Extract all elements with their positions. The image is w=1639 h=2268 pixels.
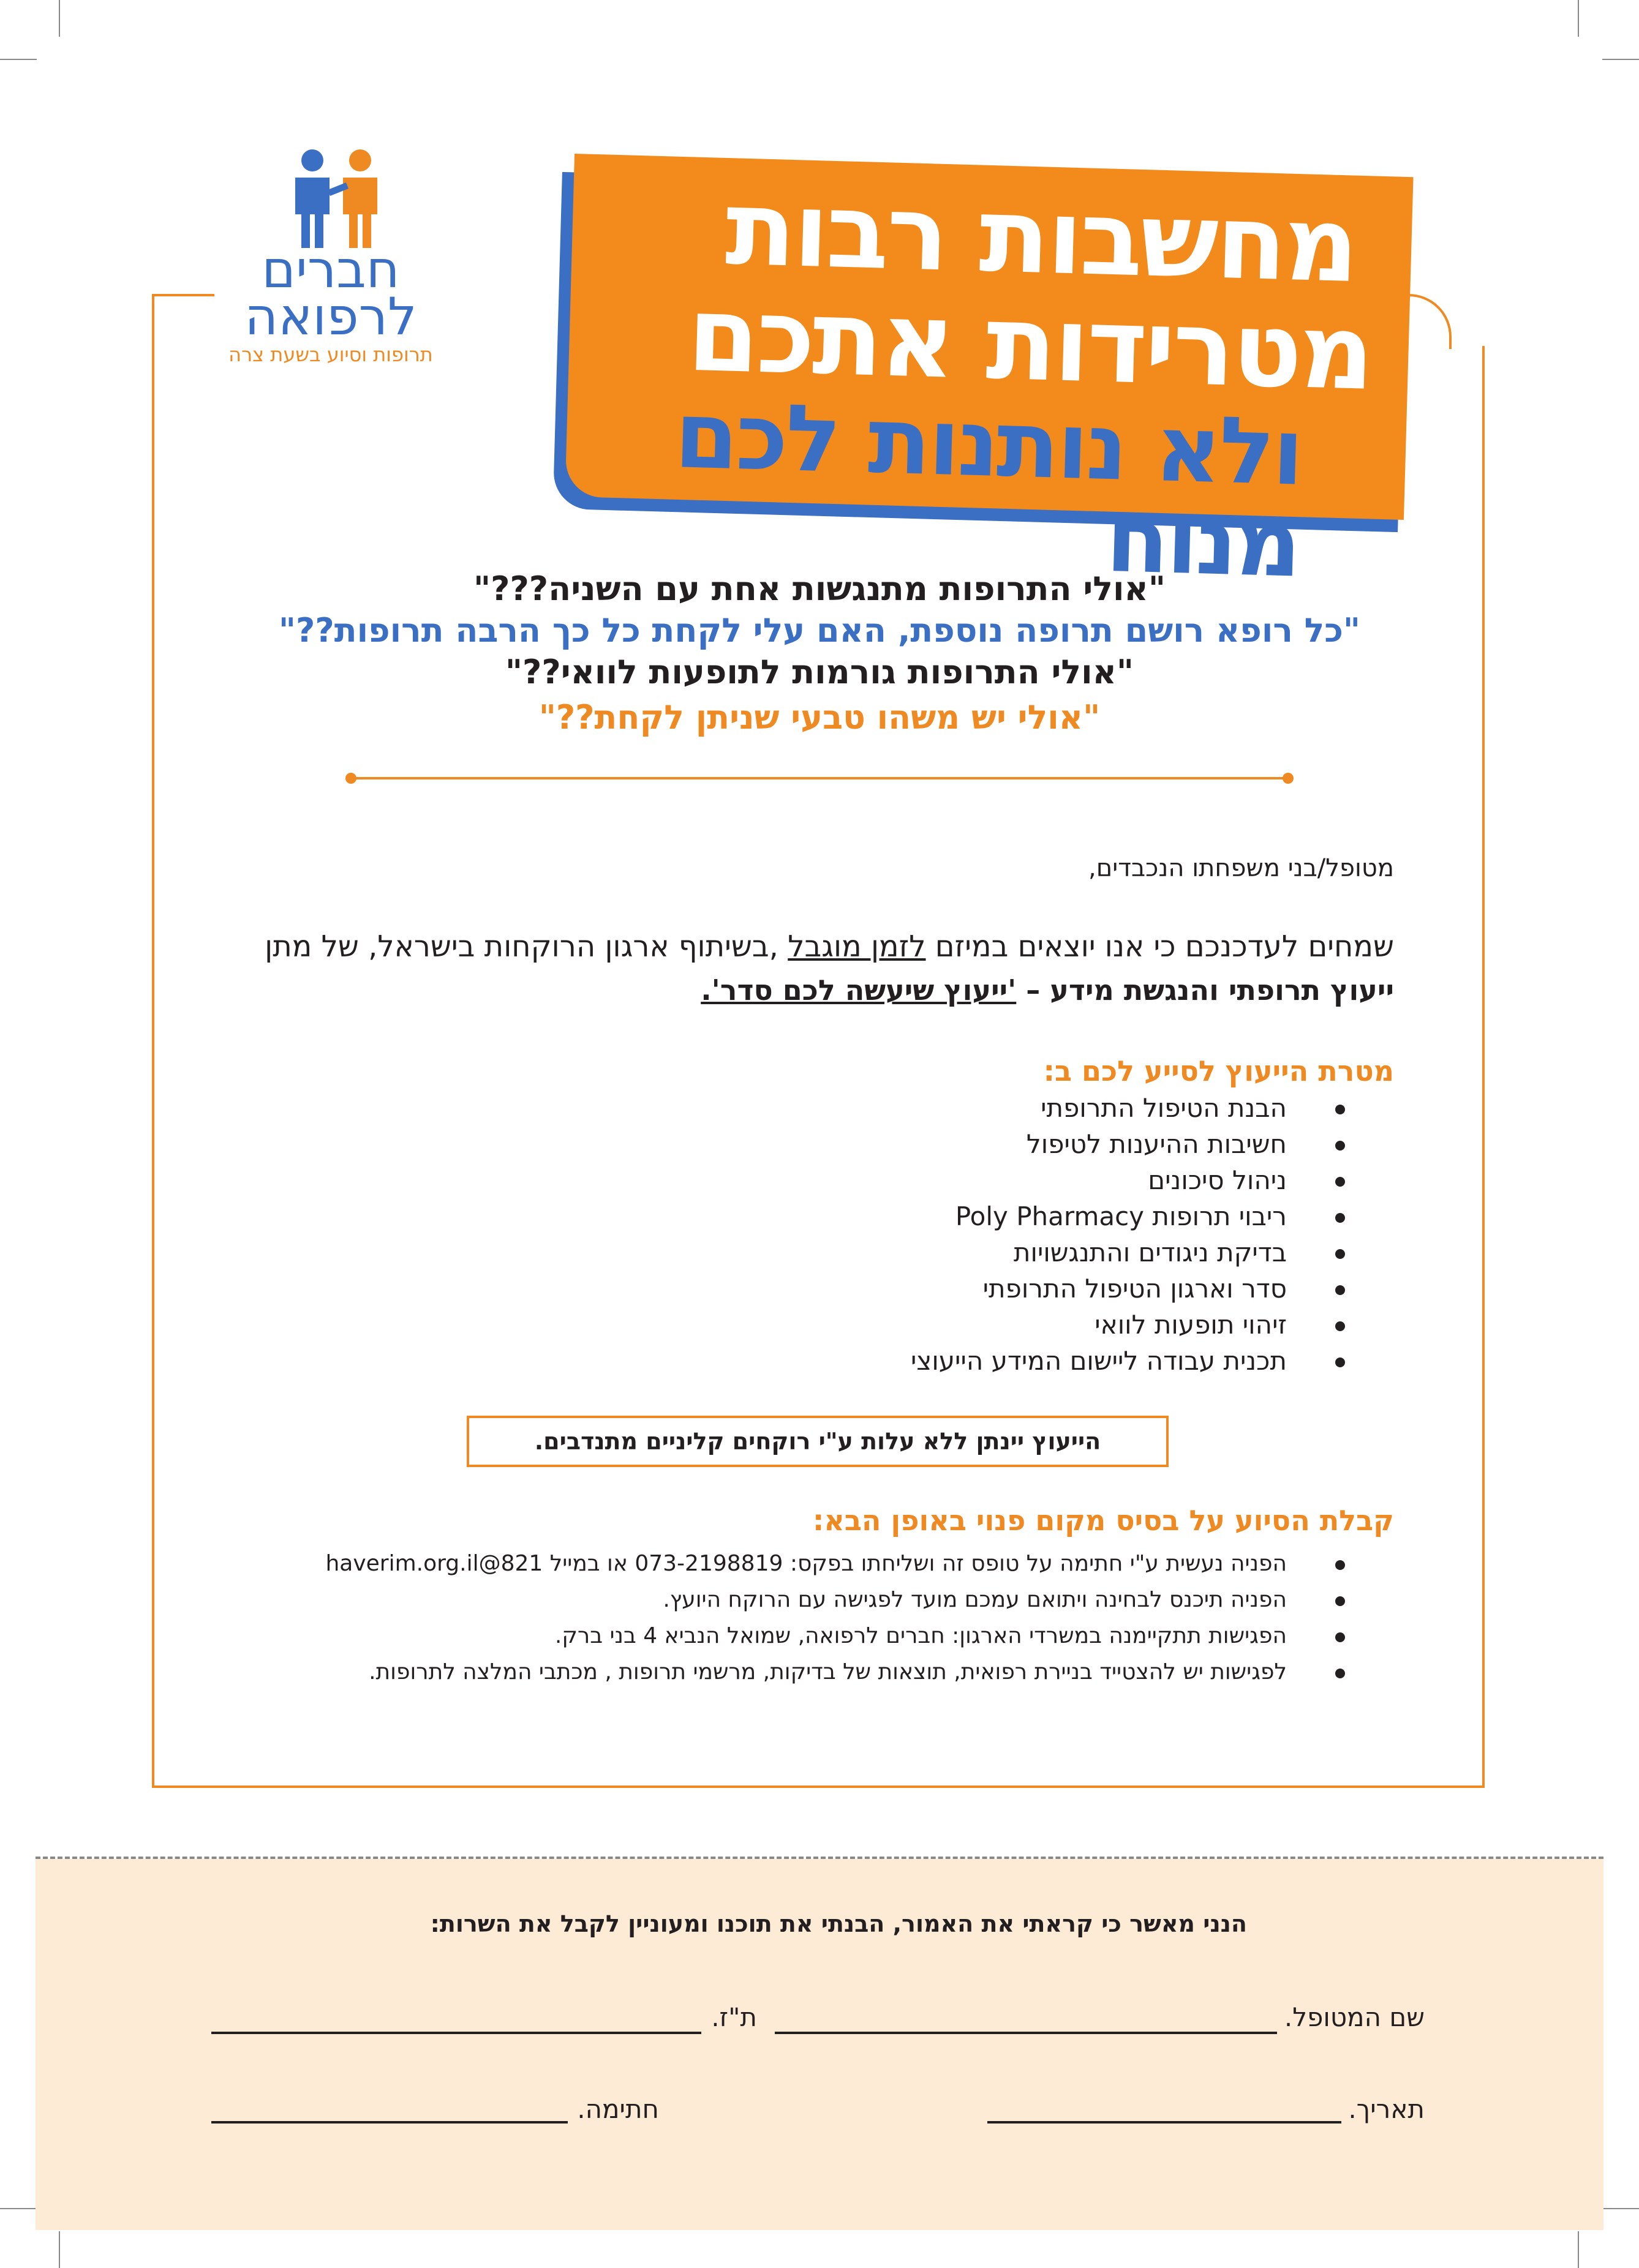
- question-3: "אולי התרופות גורמות לתופעות לוואי??": [505, 653, 1134, 691]
- logo: [214, 147, 447, 367]
- signature-field[interactable]: [211, 2121, 568, 2123]
- crop-mark: [1578, 0, 1579, 37]
- process-list: [325, 1545, 1345, 1690]
- list-item: ניהול סיכונים: [911, 1162, 1345, 1198]
- greeting: מטופל/בני משפחתו הנכבדים,: [1088, 854, 1394, 882]
- banner-line3: ולא נותנות לכם מנוח: [673, 382, 1303, 598]
- form-title: הנני מאשר כי קראתי את האמור, הבנתי את תוכנו ומעוניין לקבל את השרות:: [430, 1910, 1247, 1937]
- id-label: ת"ז.: [711, 2002, 757, 2032]
- separator-dot: [345, 773, 356, 784]
- crop-mark: [0, 59, 37, 60]
- body-underline: לזמן מוגבל: [788, 929, 926, 964]
- crop-mark: [1578, 2231, 1579, 2268]
- list-item: ריבוי תרופות Poly Pharmacy: [911, 1198, 1345, 1234]
- logo-line2: לרפואה: [244, 287, 417, 347]
- list-item: לפגישות יש להצטייד בניירת רפואית, תוצאות של בדיקות, מרשמי תרופות , מכתבי המלצה לתרופות.: [325, 1654, 1345, 1690]
- question-2: "כל רופא רושם תרופה נוספת, האם עלי לקחת כל כך הרבה תרופות??": [278, 611, 1361, 650]
- list-item: סדר וארגון הטיפול התרופתי: [911, 1271, 1345, 1307]
- list-item: בדיקת ניגודים והתנגשויות: [911, 1234, 1345, 1271]
- frame-border: [152, 294, 219, 296]
- body-text: שמחים לעדכנכם כי אנו יוצאים במיזם: [925, 929, 1394, 964]
- question-4: "אולי יש משהו טבעי שניתן לקחת??": [538, 698, 1101, 737]
- crop-mark: [1602, 59, 1639, 60]
- patient-name-field[interactable]: [775, 2032, 1277, 2034]
- crop-mark: [59, 2231, 60, 2268]
- separator: [350, 777, 1287, 779]
- list-item: הפניה נעשית ע"י חתימה על טופס זה ושליחתו בפקס: 073-2198819 או במייל 821@haverim.org.il: [325, 1545, 1345, 1582]
- crop-mark: [59, 0, 60, 37]
- list-item: זיהוי תופעות לוואי: [911, 1307, 1345, 1343]
- signature-label: חתימה.: [577, 2094, 659, 2124]
- banner-line1: מחשבות רבות: [724, 168, 1358, 306]
- banner-line2: מטרידות אתכם: [686, 274, 1374, 413]
- body-text: ,בשיתוף ארגון הרוקחות בישראל, של מתן: [265, 929, 788, 964]
- list-item: הפגישות תתקיימנה במשרדי הארגון: חברים לרפואה, שמואל הנביא 4 בני ברק.: [325, 1618, 1345, 1654]
- frame-border: [1482, 346, 1485, 1788]
- goals-heading: מטרת הייעוץ לסייע לכם ב:: [1043, 1054, 1394, 1087]
- crop-mark: [1602, 2208, 1639, 2209]
- logo-tagline: תרופות וסיוע בשעת צרה: [228, 343, 433, 366]
- patient-name-label: שם המטופל.: [1284, 2002, 1425, 2032]
- body-text: ייעוץ תרופתי והנגשת מידע –: [1016, 974, 1394, 1007]
- question-1: "אולי התרופות מתנגשות אחת עם השניה???": [473, 569, 1166, 608]
- list-item: הפניה תיכנס לבחינה ויתואם עמכם מועד לפגישה עם הרוקח היועץ.: [325, 1582, 1345, 1618]
- date-label: תאריך.: [1348, 2094, 1425, 2124]
- list-item: הבנת הטיפול התרופתי: [911, 1090, 1345, 1126]
- crop-mark: [0, 2208, 37, 2209]
- body-slogan: 'ייעוץ שיעשה לכם סדר'.: [701, 974, 1017, 1007]
- people-icon: [214, 147, 447, 251]
- id-field[interactable]: [211, 2032, 701, 2034]
- logo-line1: חברים: [262, 239, 400, 299]
- list-item: חשיבות ההיענות לטיפול: [911, 1126, 1345, 1162]
- date-field[interactable]: [987, 2121, 1341, 2123]
- frame-border: [152, 294, 154, 1788]
- body-paragraph-line2: [701, 974, 1394, 1007]
- frame-border: [152, 1785, 1485, 1788]
- process-heading: קבלת הסיוע על בסיס מקום פנוי באופן הבא:: [812, 1504, 1394, 1537]
- separator-dot: [1283, 773, 1294, 784]
- body-paragraph-line1: [265, 929, 1394, 964]
- list-item: תכנית עבודה ליישום המידע הייעוצי: [911, 1343, 1345, 1379]
- free-consult-callout: הייעוץ יינתן ללא עלות ע"י רוקחים קליניים מתנדבים.: [467, 1416, 1169, 1467]
- goals-list: [911, 1090, 1345, 1379]
